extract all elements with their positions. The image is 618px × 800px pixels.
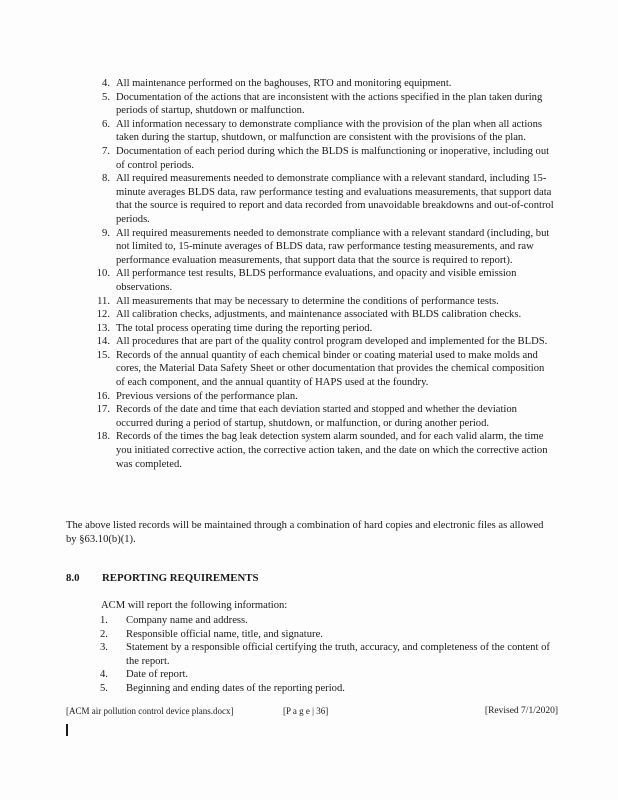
- footer-revised-date: [Revised 7/1/2020]: [484, 706, 558, 716]
- item-text: Date of report.: [126, 669, 189, 681]
- list-item: [100, 628, 555, 642]
- list-item: [84, 390, 554, 404]
- list-item: [84, 295, 554, 309]
- item-number: 15.: [96, 349, 110, 361]
- item-number: 3.: [100, 642, 108, 654]
- item-number: 7.: [102, 145, 110, 157]
- item-number: 5.: [100, 682, 108, 694]
- item-text: All required measurements needed to demonstrate compliance with a relevant standard (including, but not limited to, 15-minute averages of BLDS data, raw performance testing measurements, and raw performance evaluation measurements, that support data that the source is required to report).: [116, 227, 550, 266]
- item-text: Records of the date and time that each deviation started and stopped and whether the deviation occurred during a period of startup, shutdown, or malfunction, or during another period.: [116, 404, 517, 429]
- list-item: [84, 118, 554, 145]
- text-cursor: [66, 724, 68, 736]
- list-item: [84, 335, 554, 349]
- list-item: [84, 267, 554, 294]
- item-number: 4.: [100, 669, 108, 681]
- item-number: 13.: [96, 322, 110, 334]
- list-item: [100, 682, 555, 696]
- item-text: Statement by a responsible official certifying the truth, accuracy, and completeness of the content of the report.: [126, 642, 550, 667]
- item-text: Beginning and ending dates of the reporting period.: [126, 682, 345, 694]
- list-item: [84, 145, 554, 172]
- item-text: Records of the times the bag leak detection system alarm sounded, and for each valid alarm, the time you initiated corrective action, the corrective action taken, and the date on which the corrective action was completed.: [116, 431, 548, 470]
- item-number: 8.: [102, 173, 110, 185]
- list-item: [84, 172, 554, 226]
- item-text: All measurements that may be necessary to determine the conditions of performance tests.: [116, 295, 499, 307]
- item-number: 4.: [102, 78, 110, 89]
- item-text: Records of the annual quantity of each chemical binder or coating material used to make molds and cores, the Material Data Safety Sheet or other documentation that provides the chemical composition of each component, and the annual quantity of HAPS used at the foundry.: [116, 349, 545, 389]
- item-number: 1.: [100, 615, 108, 626]
- section-number: 8.0: [66, 572, 80, 584]
- section-heading: [66, 572, 259, 584]
- item-text: Documentation of the actions that are inconsistent with the actions specified in the plan taken during periods of startup, shutdown or malfunction.: [116, 91, 543, 117]
- item-text: All maintenance performed on the baghouses, RTO and monitoring equipment.: [116, 78, 452, 89]
- item-text: Company name and address.: [126, 615, 248, 626]
- reporting-intro: ACM will report the following information:: [101, 600, 288, 611]
- list-item: [84, 77, 554, 91]
- item-number: 5.: [102, 91, 110, 103]
- item-number: 10.: [96, 268, 110, 280]
- item-text: All calibration checks, adjustments, and maintenance associated with BLDS calibration checks.: [116, 309, 522, 321]
- item-number: 6.: [102, 118, 110, 130]
- item-text: All performance test results, BLDS performance evaluations, and opacity and visible emission observations.: [116, 268, 517, 293]
- footer-filename: [ACM air pollution control device plans.docx]: [66, 706, 234, 716]
- item-number: 17.: [96, 404, 110, 416]
- footer-page-number: [P a g e | 36]: [283, 706, 329, 716]
- records-maintenance-paragraph: The above listed records will be maintained through a combination of hard copies and electronic files as allowed by §63.10(b)(1).: [66, 520, 544, 545]
- section-title: REPORTING REQUIREMENTS: [102, 572, 259, 584]
- list-item: [100, 668, 555, 682]
- list-item: [84, 430, 554, 471]
- item-text: The total process operating time during the reporting period.: [116, 322, 373, 334]
- list-item: [84, 91, 554, 118]
- records-list: [84, 77, 554, 471]
- item-number: 18.: [96, 431, 110, 443]
- item-number: 14.: [96, 336, 110, 348]
- item-number: 16.: [96, 390, 110, 402]
- list-item: [84, 349, 554, 390]
- item-number: 2.: [100, 628, 108, 640]
- item-number: 12.: [96, 309, 110, 321]
- item-text: All procedures that are part of the quality control program developed and implemented for the BLDS.: [116, 336, 548, 348]
- list-item: [84, 322, 554, 336]
- item-number: 11.: [97, 295, 110, 307]
- list-item: [84, 403, 554, 430]
- list-item: [84, 227, 554, 268]
- reporting-list: [100, 614, 555, 696]
- item-text: Responsible official name, title, and signature.: [126, 628, 323, 640]
- list-item: [100, 614, 555, 628]
- item-text: Documentation of each period during which the BLDS is malfunctioning or inoperative, including out of control periods.: [116, 145, 550, 171]
- item-text: Previous versions of the performance plan.: [116, 390, 298, 402]
- list-item: [100, 641, 555, 668]
- item-text: All information necessary to demonstrate compliance with the provision of the plan when all actions taken during the startup, shutdown, or malfunction are consistent with the provisions of the plan.: [116, 118, 542, 144]
- list-item: [84, 308, 554, 322]
- item-text: All required measurements needed to demonstrate compliance with a relevant standard, including 15-minute averages BLDS data, raw performance testing and evaluations measurements, that support data that the source is required to report and data recorded from unavoidable breakdowns and out-of-control periods.: [116, 173, 554, 225]
- item-number: 9.: [102, 227, 110, 239]
